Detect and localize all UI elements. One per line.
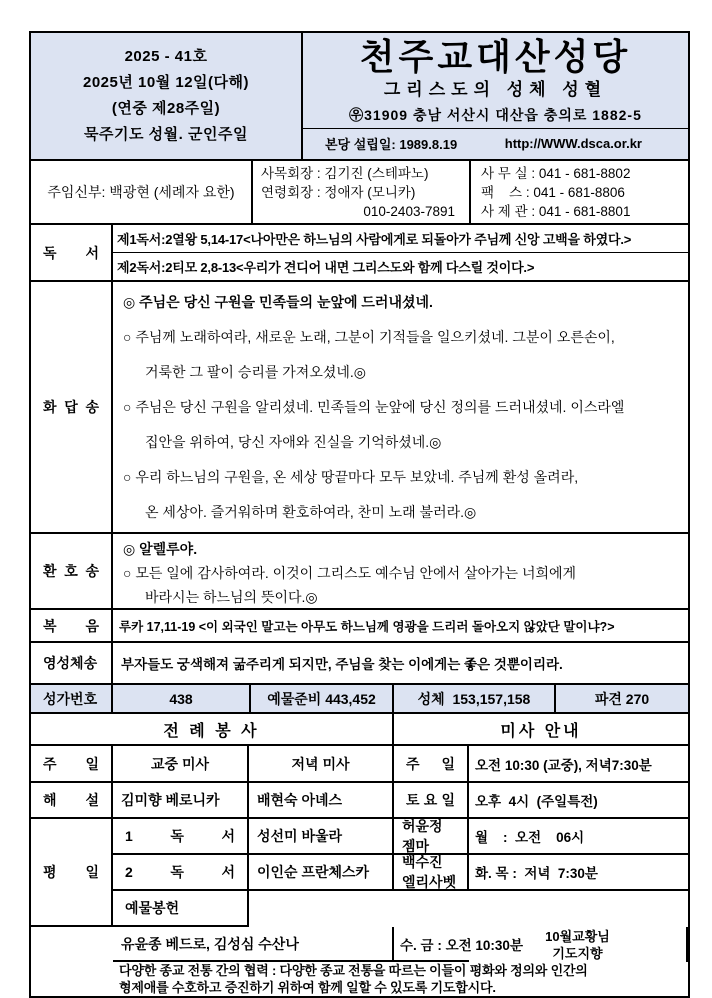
- gospel-row: [31, 610, 688, 643]
- pastor-name: 주임신부: 백광현 (세례자 요한): [47, 184, 235, 200]
- ministry-reader2-mass2: 백수진 엘리사벳: [394, 855, 469, 891]
- communion-row: [31, 643, 688, 685]
- schedule-table: [31, 714, 688, 996]
- council-cell: [253, 161, 471, 223]
- acclamation-refrain: ◎ 알렐루야.: [123, 541, 198, 557]
- church-box: [303, 33, 688, 159]
- masthead: [31, 33, 688, 161]
- mass-weekday-mon: 월 : 오전 06시: [469, 819, 688, 855]
- mass-weekday-tue-thu: 화. 목 : 저녁 7:30분: [469, 855, 688, 891]
- founded-date: 본당 설립일: 1989.8.19: [325, 136, 458, 152]
- communion-antiphon: 부자들도 궁색해져 굶주리게 되지만, 주님을 찾는 이에게는 좋은 것뿐이리라.: [121, 657, 563, 672]
- council-mobile: 010-2403-7891: [363, 204, 455, 219]
- pastoral-president: 사목회장 : 김기진 (스테파노): [261, 166, 429, 181]
- issue-number: 2025 - 41호: [124, 48, 208, 65]
- responsorial-psalm-row: [31, 282, 688, 534]
- hymns-label: 성가번호: [31, 685, 113, 712]
- issue-date: 2025년 10월 12일(다해): [82, 74, 249, 91]
- mass-saturday-time: 오후 4시 (주일특전): [469, 783, 688, 819]
- ministry-reader1-mass2: 허윤정 젬마: [394, 819, 469, 855]
- mass-weekday-label: 평 일: [31, 819, 113, 927]
- readings-label: 독 서: [31, 225, 113, 280]
- psalm-verse-line: 온 세상아. 즐거워하며 환호하여라, 찬미 노래 불러라.◎: [145, 504, 477, 520]
- psalm-verse-line: ○ 주님은 당신 구원을 알리셨네. 민족들의 눈앞에 당신 정의를 드러내셨네. 이스라엘: [123, 399, 625, 415]
- ministry-row-label: 해 설: [31, 783, 113, 819]
- mass-sunday-time: 오전 10:30 (교중), 저녁7:30분: [469, 746, 688, 783]
- mass-info-title: 미사 안내: [394, 714, 688, 746]
- pastor-cell: [31, 161, 253, 223]
- readings-row: [31, 225, 688, 282]
- responsorial-psalm-label: 화 답 송: [31, 282, 113, 532]
- psalm-verse-line: 집안을 위하여, 당신 자애와 진실을 기억하셨네.◎: [145, 434, 442, 450]
- hymn-offertory: 예물준비 443,452: [251, 685, 394, 712]
- acclamation-verse-line: 바라시는 하느님의 뜻이다.◎: [145, 589, 318, 605]
- gospel-reference: 루카 17,11-19 <이 외국인 말고는 아무도 하느님께 영광을 드리러 돌아오지 않았단 말이냐?>: [119, 619, 615, 634]
- hymn-entrance: 438: [113, 685, 251, 712]
- ministry-header-label: 주 일: [31, 746, 113, 783]
- church-name: 천주교대산성당: [359, 36, 632, 77]
- website-url: http://WWW.dsca.or.kr: [504, 135, 642, 151]
- church-address: ㉾31909 충남 서산시 대산읍 충의로 1882-5: [349, 107, 642, 123]
- feast-title: 그리스도의 성체 성혈: [383, 80, 608, 99]
- acclamation-verse-line: ○ 모든 일에 감사하여라. 이것이 그리스도 예수님 안에서 살아가는 너희에게: [123, 565, 577, 581]
- psalm-verse-line: 거룩한 그 팔이 승리를 가져오셨네.◎: [145, 364, 366, 380]
- mass-sunday-label: 주 일: [394, 746, 469, 783]
- contacts-row: [31, 161, 688, 225]
- psalm-verse-line: ○ 우리 하느님의 구원을, 온 세상 땅끝마다 모두 보았네. 주님께 환성 올려라,: [123, 469, 579, 485]
- communion-label: 영성체송: [31, 643, 113, 683]
- founded-bar: [303, 128, 688, 157]
- ministry-offertory-bearers: 유윤종 베드로, 김성심 수산나: [113, 927, 394, 962]
- hymn-communion: 성체 153,157,158: [394, 685, 556, 712]
- yeollyeong-president: 연령회장 : 정애자 (모니카): [261, 185, 416, 200]
- second-reading: 제2독서:2티모 2,8-13<우리가 견디어 내면 그리스도와 함께 다스릴 것이다.>: [117, 260, 535, 275]
- ministry-commentator-mass2: 배현숙 아녜스: [249, 783, 394, 819]
- responsorial-psalm-body: [113, 282, 688, 532]
- ministry-row-label: 예물봉헌: [113, 891, 249, 927]
- ministry-reader2-mass1: 이인순 프란체스카: [249, 855, 394, 891]
- office-phone: 사 무 실 : 041 - 681-8802: [481, 166, 631, 181]
- rectory-phone: 사 제 관 : 041 - 681-8801: [481, 204, 631, 219]
- ministry-reader1-mass1: 성선미 바울라: [249, 819, 394, 855]
- acclamation-body: [113, 534, 688, 608]
- psalm-refrain: ◎ 주님은 당신 구원을 민족들의 눈앞에 드러내셨네.: [123, 294, 433, 310]
- fax-number: 팩 스 : 041 - 681-8806: [481, 185, 625, 200]
- gospel-label: 복 음: [31, 610, 113, 641]
- liturgical-week: (연중 제28주일): [111, 100, 221, 117]
- psalm-verse-line: ○ 주님께 노래하여라, 새로운 노래, 그분이 기적들을 일으키셨네. 그분이 오른손이,: [123, 329, 615, 345]
- acclamation-label: 환 호 송: [31, 534, 113, 608]
- prayer-intention-label: 10월교황님 기도지향: [469, 927, 688, 962]
- observance: 묵주기도 성월. 군인주일: [84, 126, 248, 143]
- issue-box: [31, 33, 303, 159]
- ministry-row-label: 1 독 서: [113, 819, 249, 855]
- readings-body: [113, 225, 688, 280]
- ministry-title: 전 례 봉 사: [31, 714, 394, 746]
- ministry-header-mass1: 교중 미사: [113, 746, 249, 783]
- prayer-intention-text: 다양한 종교 전통 간의 협력 : 다양한 종교 전통을 따르는 이들이 평화와 정의와 인간의 형제애를 수호하고 증진하기 위하여 함께 일할 수 있도록 기도합시다.: [119, 963, 588, 995]
- ministry-row-label: 2 독 서: [113, 855, 249, 891]
- ministry-header-mass2: 저녁 미사: [249, 746, 394, 783]
- mass-saturday-label: 토 요 일: [394, 783, 469, 819]
- hymns-row: [31, 685, 688, 714]
- acclamation-row: [31, 534, 688, 610]
- first-reading: 제1독서:2열왕 5,14-17<나아만은 하느님의 사람에게로 되돌아가 주님께 신앙 고백을 하였다.>: [113, 225, 688, 253]
- phones-cell: [471, 161, 688, 223]
- mass-weekday-wed-fri: 수. 금 : 오전 10:30분: [394, 927, 469, 962]
- bulletin-sheet: [29, 31, 690, 998]
- hymn-dismissal: 파견 270: [594, 690, 650, 707]
- ministry-commentator-mass1: 김미향 베로니카: [113, 783, 249, 819]
